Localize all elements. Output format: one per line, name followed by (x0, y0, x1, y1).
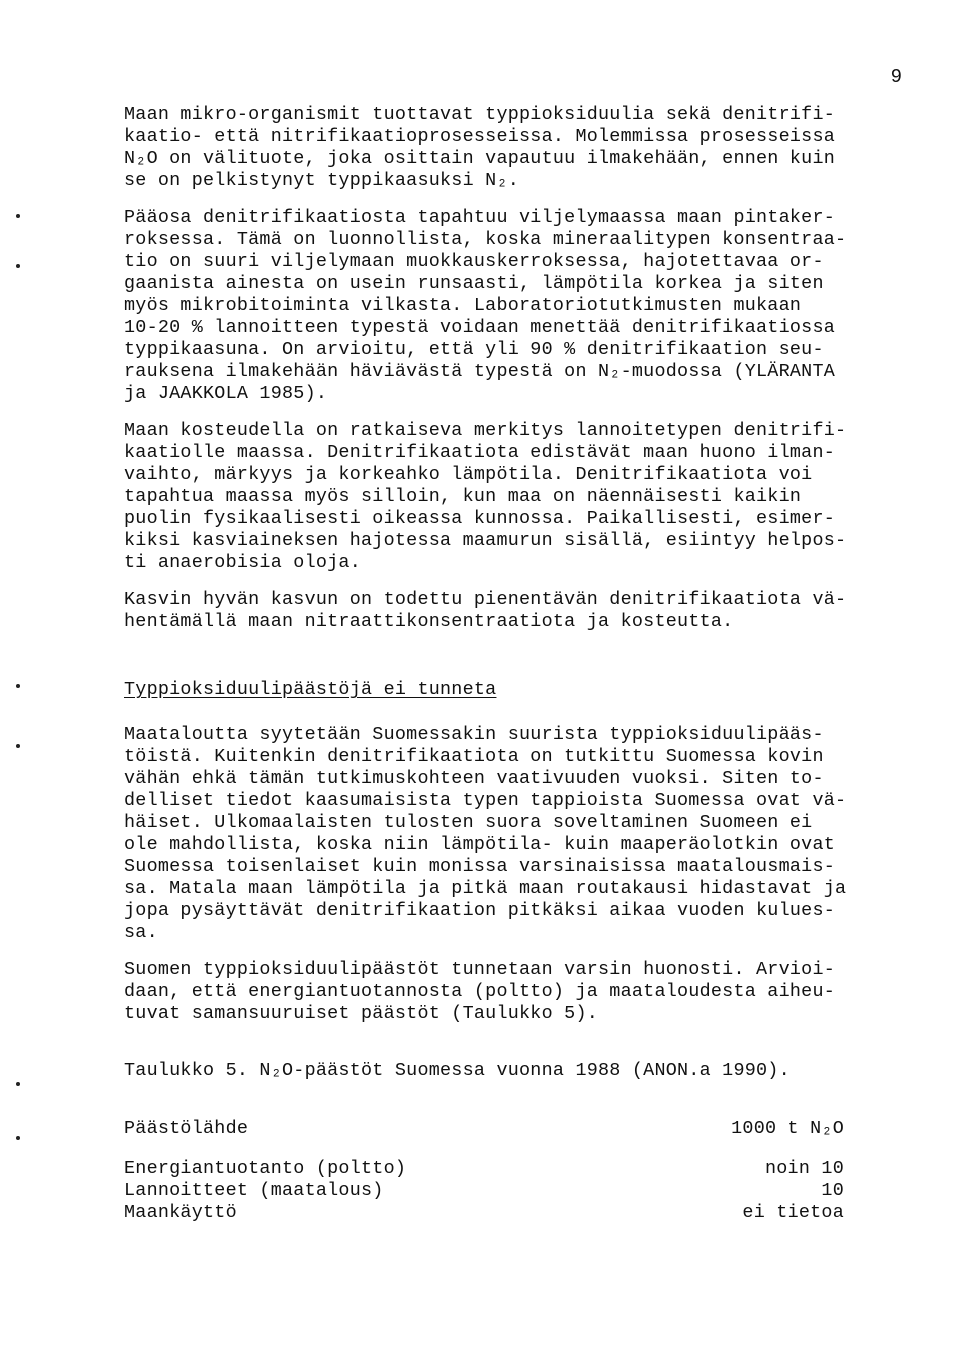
text-line: sa. Matala maan lämpötila ja pitkä maan routakausi hidastavat ja (124, 878, 847, 899)
text-line: kiksi kasviaineksen hajotessa maamurun sisällä, esiintyy helpos- (124, 530, 847, 551)
scan-speck (16, 264, 20, 268)
text-line: tio on suuri viljelymaan muokkauskerroksessa, hajotettavaa or- (124, 251, 824, 272)
text-line: roksessa. Tämä on luonnollista, koska mineraalitypen konsentraa- (124, 229, 847, 250)
page-number: 9 (890, 66, 902, 88)
text-line: töistä. Kuitenkin denitrifikaatiota on tutkittu Suomessa kovin (124, 746, 824, 767)
text-line: häiset. Ulkomaalaisten tulosten suora soveltaminen Suomeen ei (124, 812, 813, 833)
scan-speck (16, 684, 20, 688)
text-line: hentämällä maan nitraattikonsentraatiota ja kosteutta. (124, 611, 734, 632)
table-cell-source: Lannoitteet (maatalous) (124, 1180, 384, 1201)
text-line: kaatiolle maassa. Denitrifikaatiota edistävät maan huono ilman- (124, 442, 836, 463)
table-header-amount: 1000 t N₂O (731, 1118, 844, 1139)
text-line: 10-20 % lannoitteen typestä voidaan menettää denitrifikaatiossa (124, 317, 836, 338)
table-cell-source: Energiantuotanto (poltto) (124, 1158, 407, 1179)
text-line: daan, että energiantuotannosta (poltto) ja maataloudesta aiheu- (124, 981, 836, 1002)
text-line: sa. (124, 922, 158, 943)
table-header-source: Päästölähde (124, 1118, 249, 1139)
text-line: Kasvin hyvän kasvun on todettu pienentävän denitrifikaatiota vä- (124, 589, 847, 610)
text-line: Maan kosteudella on ratkaiseva merkitys lannoitetypen denitrifi- (124, 420, 847, 441)
text-line: kaatio- että nitrifikaatioprosesseissa. Molemmissa prosesseissa (124, 126, 836, 147)
scan-speck (16, 1136, 20, 1140)
text-line: ole mahdollista, koska niin lämpötila- kuin maaperäolotkin ovat (124, 834, 836, 855)
text-line: tuvat samansuuruiset päästöt (Taulukko 5). (124, 1003, 599, 1024)
scan-speck (16, 1082, 20, 1086)
text-line: N₂O on välituote, joka osittain vapautuu ilmakehään, ennen kuin (124, 148, 836, 169)
scan-speck (16, 214, 20, 218)
text-line: se on pelkistynyt typpikaasuksi N₂. (124, 170, 520, 191)
text-line: jopa pysäyttävät denitrifikaation pitkäksi aikaa vuoden kulues- (124, 900, 836, 921)
table-cell-amount: ei tietoa (742, 1202, 844, 1223)
text-line: Suomen typpioksiduulipäästöt tunnetaan varsin huonosti. Arvioi- (124, 959, 836, 980)
table-cell-amount: 10 (821, 1180, 844, 1201)
text-line: myös mikrobitoiminta vilkasta. Laboratoriotutkimusten mukaan (124, 295, 802, 316)
table-caption: Taulukko 5. N₂O-päästöt Suomessa vuonna 1988 (ANON.a 1990). (124, 1060, 790, 1081)
table-cell-source: Maankäyttö (124, 1202, 237, 1223)
text-line: rauksena ilmakehään häviävästä typestä on N₂-muodossa (YLÄRANTA (124, 361, 836, 382)
text-line: ti anaerobisia oloja. (124, 552, 362, 573)
text-line: vähän ehkä tämän tutkimuskohteen vaativuuden vuoksi. Siten to- (124, 768, 824, 789)
table-cell-amount: noin 10 (764, 1158, 844, 1179)
text-line: typpikaasuna. On arvioitu, että yli 90 % denitrifikaation seu- (124, 339, 824, 360)
text-line: vaihto, märkyys ja korkeahko lämpötila. Denitrifikaatiota voi (124, 464, 813, 485)
text-line: tapahtua maassa myös silloin, kun maa on näennäisesti kaikin (124, 486, 802, 507)
text-line: Pääosa denitrifikaatiosta tapahtuu viljelymaassa maan pintaker- (124, 207, 836, 228)
text-line: Suomessa toisenlaiset kuin monissa varsinaisissa maatalousmais- (124, 856, 836, 877)
text-line: delliset tiedot kaasumaisista typen tappioista Suomessa ovat vä- (124, 790, 847, 811)
text-line: gaanista ainesta on usein runsaasti, lämpötila korkea ja siten (124, 273, 824, 294)
text-line: ja JAAKKOLA 1985). (124, 383, 328, 404)
text-line: Maan mikro-organismit tuottavat typpioksiduulia sekä denitrifi- (124, 104, 836, 125)
text-line: Maataloutta syytetään Suomessakin suurista typpioksiduulipääs- (124, 724, 824, 745)
section-heading: Typpioksiduulipäästöjä ei tunneta (124, 679, 497, 700)
text-line: puolin fysikaalisesti oikeassa kunnossa. Paikallisesti, esimer- (124, 508, 836, 529)
scan-speck (16, 744, 20, 748)
